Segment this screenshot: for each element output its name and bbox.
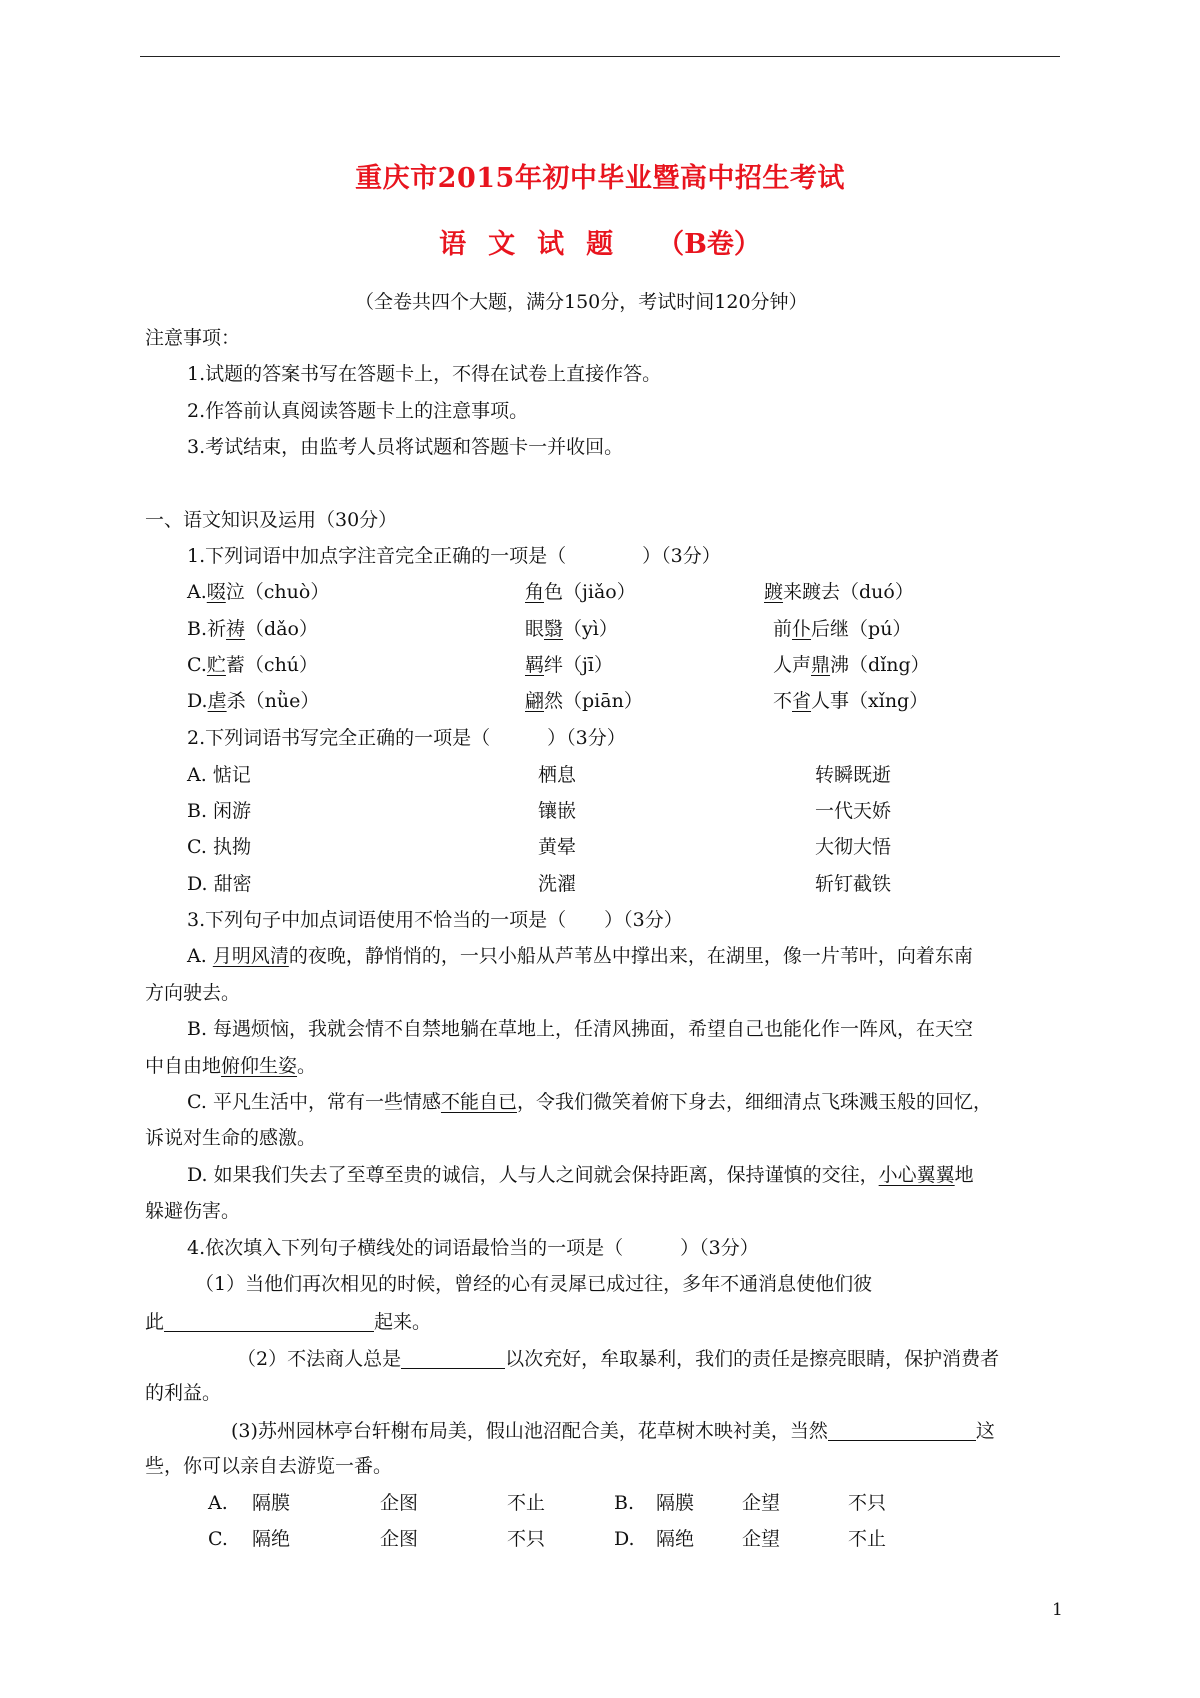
q2-option-row <box>187 802 1087 824</box>
exam-subtitle <box>0 222 1200 261</box>
q1-option-row <box>187 620 1087 642</box>
fill-blank <box>828 1420 976 1441</box>
q1-option-c3: 人声鼎沸（dǐng） <box>773 654 930 676</box>
q2-word: A. 惦记 <box>187 764 251 786</box>
option-letter: D. <box>614 1528 635 1550</box>
q2-word: 斩钉截铁 <box>815 873 892 895</box>
notice-item: 2.作答前认真阅读答题卡上的注意事项。 <box>187 400 529 422</box>
notice-item: 3.考试结束，由监考人员将试题和答题卡一并收回。 <box>187 436 624 458</box>
q3-option-a-cont: 方向驶去。 <box>145 982 241 1004</box>
option-letter: B. <box>614 1492 635 1514</box>
option-word: 企图 <box>380 1528 419 1550</box>
option-word: 企图 <box>380 1492 419 1514</box>
q4-sentence-3: (3)苏州园林亭台轩榭布局美，假山池沼配合美，花草树木映衬美，当然 这 <box>231 1420 995 1442</box>
option-word: 企望 <box>742 1492 781 1514</box>
option-word: 不只 <box>507 1528 546 1550</box>
q2-word: 一代天娇 <box>815 800 892 822</box>
q3-option-c: C. 平凡生活中，常有一些情感不能自已，令我们微笑着俯下身去，细细清点飞珠溅玉般的回忆， <box>187 1091 992 1113</box>
q2-stem: 2.下列词语书写完全正确的一项是（ ）（3分） <box>187 727 626 749</box>
q1-option-row <box>187 656 1087 678</box>
q2-word: C. 执拗 <box>187 836 251 858</box>
subtitle-char: 语 <box>439 229 467 260</box>
q4-sentence-2-cont: 的利益。 <box>145 1382 222 1404</box>
q1-option-d1: D.虐杀（nǜe） <box>187 690 320 712</box>
option-word: 隔膜 <box>252 1492 291 1514</box>
subtitle-char: 题 <box>586 229 614 260</box>
q2-option-row <box>187 766 1087 788</box>
q3-option-c-cont: 诉说对生命的感激。 <box>145 1127 317 1149</box>
subtitle-char: 文 <box>488 229 516 260</box>
q3-option-b: B. 每遇烦恼，我就会情不自禁地躺在草地上，任清风拂面，希望自己也能化作一阵风，在天空 <box>187 1018 974 1040</box>
subtitle-char: 试 <box>537 229 565 260</box>
q1-option-row <box>187 692 1087 714</box>
page-number: 1 <box>1052 1600 1063 1620</box>
q1-option-row <box>187 583 1087 605</box>
q3-option-d: D. 如果我们失去了至尊至贵的诚信，人与人之间就会保持距离，保持谨慎的交往，小心翼翼地 <box>187 1164 974 1186</box>
option-word: 不止 <box>848 1528 887 1550</box>
q1-option-b3: 前仆后继（pú） <box>773 618 912 640</box>
q3-option-a: A. 月明风清的夜晚，静悄悄的，一只小船从芦苇丛中撑出来，在湖里，像一片苇叶，向着东南 <box>187 945 973 967</box>
option-word: 隔膜 <box>656 1492 695 1514</box>
exam-title: 重庆市2015年初中毕业暨高中招生考试 <box>355 163 845 194</box>
q2-option-row <box>187 875 1087 897</box>
q1-option-a2: 角色（jiǎo） <box>525 581 636 603</box>
fill-blank <box>401 1348 505 1369</box>
notice-item: 1.试题的答案书写在答题卡上，不得在试卷上直接作答。 <box>187 363 662 385</box>
option-word: 隔绝 <box>252 1528 291 1550</box>
q3-option-b-cont: 中自由地俯仰生姿。 <box>145 1055 317 1077</box>
q4-option-row <box>208 1494 1068 1516</box>
option-letter: C. <box>208 1528 228 1550</box>
q2-word: 大彻大悟 <box>815 836 892 858</box>
q1-option-b1: B.祈祷（dǎo） <box>187 618 318 640</box>
q2-word: B. 闲游 <box>187 800 252 822</box>
option-letter: A. <box>208 1492 228 1514</box>
section-heading: 一、语文知识及运用（30分） <box>145 509 398 531</box>
q1-option-a1: A.啜泣（chuò） <box>187 581 330 603</box>
q2-word: 镶嵌 <box>538 800 577 822</box>
fill-blank <box>164 1311 374 1332</box>
q1-option-c1: C.贮蓄（chú） <box>187 654 319 676</box>
q1-option-d3: 不省人事（xǐng） <box>773 690 929 712</box>
q4-sentence-1-cont: 此 起来。 <box>145 1311 432 1333</box>
q3-option-d-cont: 躲避伤害。 <box>145 1200 241 1222</box>
q4-stem: 4.依次填入下列句子横线处的词语最恰当的一项是（ ）（3分） <box>187 1237 759 1259</box>
option-word: 企望 <box>742 1528 781 1550</box>
q3-stem: 3.下列句子中加点词语使用不恰当的一项是（ ）（3分） <box>187 909 683 931</box>
q2-word: 转瞬既逝 <box>815 764 892 786</box>
q1-option-a3: 踱来踱去（duó） <box>764 581 914 603</box>
q1-stem: 1.下列词语中加点字注音完全正确的一项是（ ）（3分） <box>187 545 721 567</box>
q4-sentence-2: （2）不法商人总是 以次充好，牟取暴利，我们的责任是擦亮眼睛，保护消费者 <box>237 1348 1000 1370</box>
option-word: 隔绝 <box>656 1528 695 1550</box>
q4-option-row <box>208 1530 1068 1552</box>
option-word: 不止 <box>507 1492 546 1514</box>
option-word: 不只 <box>848 1492 887 1514</box>
subtitle-volume: （B卷） <box>657 229 761 260</box>
q1-option-b2: 眼翳（yì） <box>525 618 618 640</box>
exam-info: （全卷共四个大题，满分150分，考试时间120分钟） <box>355 291 808 313</box>
notice-heading: 注意事项： <box>145 327 241 349</box>
q2-word: 栖息 <box>538 764 577 786</box>
q2-word: D. 甜密 <box>187 873 252 895</box>
q1-option-d2: 翩然（piān） <box>525 690 643 712</box>
header-rule <box>140 56 1060 57</box>
q4-sentence-1: （1）当他们再次相见的时候，曾经的心有灵犀已成过往，多年不通消息使他们彼 <box>195 1273 873 1295</box>
q2-option-row <box>187 838 1087 860</box>
q2-word: 黄晕 <box>538 836 577 858</box>
q2-word: 洗濯 <box>538 873 577 895</box>
q4-sentence-3-cont: 些，你可以亲自去游览一番。 <box>145 1455 393 1477</box>
q1-option-c2: 羁绊（jī） <box>525 654 613 676</box>
